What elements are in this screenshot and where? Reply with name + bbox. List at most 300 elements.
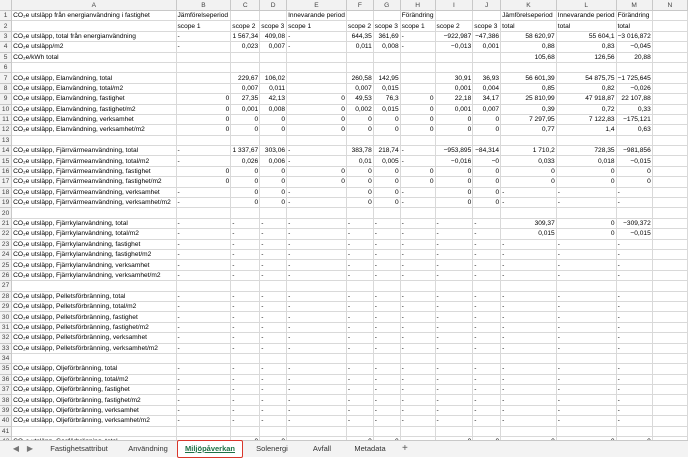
cell-i33[interactable]: -	[435, 343, 473, 353]
cell-e29[interactable]: -	[287, 301, 347, 311]
cell-n31[interactable]	[652, 322, 687, 332]
cell-b35[interactable]: -	[176, 364, 231, 374]
cell-i11[interactable]: 0	[435, 114, 473, 124]
cell-j17[interactable]: 0	[473, 177, 501, 187]
cell-n3[interactable]	[652, 31, 687, 41]
cell-g11[interactable]: 0	[373, 114, 400, 124]
cell-g17[interactable]: 0	[373, 177, 400, 187]
cell-g4[interactable]: 0,008	[373, 42, 400, 52]
row-header[interactable]: 9	[0, 94, 12, 104]
cell-k24[interactable]: -	[501, 249, 557, 259]
cell-e27[interactable]	[287, 281, 347, 291]
cell-l27[interactable]	[556, 281, 616, 291]
cell-f30[interactable]: -	[346, 312, 373, 322]
cell-c22[interactable]: -	[231, 229, 260, 239]
cell-e1[interactable]: Innevarande period	[288, 12, 345, 20]
cell-e23[interactable]: -	[287, 239, 347, 249]
row-header[interactable]: 39	[0, 405, 12, 415]
cell-l2[interactable]: total	[556, 21, 616, 31]
cell-m22[interactable]: −0,015	[616, 229, 652, 239]
cell-d3[interactable]: 409,08	[260, 31, 287, 41]
cell-a41[interactable]	[12, 426, 176, 436]
cell-c27[interactable]	[231, 281, 260, 291]
cell-c9[interactable]: 27,35	[231, 94, 260, 104]
cell-e21[interactable]: -	[287, 218, 347, 228]
row-header[interactable]: 29	[0, 301, 12, 311]
cell-i24[interactable]: -	[435, 249, 473, 259]
cell-a38[interactable]: CO₂e utsläpp, Oljeförbränning, fastighet/m2	[12, 395, 176, 405]
cell-d1[interactable]	[260, 11, 287, 21]
cell-e30[interactable]: -	[287, 312, 347, 322]
row-header[interactable]: 31	[0, 322, 12, 332]
cell-f2[interactable]: scope 2	[346, 21, 373, 31]
cell-d10[interactable]: 0,008	[260, 104, 287, 114]
cell-g24[interactable]: -	[373, 249, 400, 259]
cell-i2[interactable]: scope 2	[435, 21, 473, 31]
cell-k5[interactable]: 105,68	[501, 52, 557, 62]
cell-i4[interactable]: −0,013	[435, 42, 473, 52]
row-header[interactable]: 17	[0, 177, 12, 187]
cell-c25[interactable]: -	[231, 260, 260, 270]
cell-n9[interactable]	[652, 94, 687, 104]
row-header[interactable]: 34	[0, 353, 12, 363]
cell-m24[interactable]: -	[616, 249, 652, 259]
cell-b21[interactable]: -	[176, 218, 231, 228]
cell-a16[interactable]: CO₂e utsläpp, Fjärrvärmeanvändning, fastighet	[12, 166, 176, 176]
cell-d8[interactable]: 0,011	[260, 83, 287, 93]
cell-g18[interactable]: 0	[373, 187, 400, 197]
tab-solenergi[interactable]: Solenergi	[256, 444, 288, 453]
cell-b10[interactable]: 0	[176, 104, 231, 114]
cell-g7[interactable]: 142,95	[373, 73, 400, 83]
cell-j5[interactable]	[473, 52, 501, 62]
cell-m36[interactable]: -	[616, 374, 652, 384]
cell-k17[interactable]: 0	[501, 177, 557, 187]
cell-i26[interactable]: -	[435, 270, 473, 280]
cell-a22[interactable]: CO₂e utsläpp, Fjärrkylanvändning, total/m2	[12, 229, 176, 239]
cell-f16[interactable]: 0	[346, 166, 373, 176]
cell-a30[interactable]: CO₂e utsläpp, Pelletsförbränning, fastighet	[12, 312, 176, 322]
add-sheet-button[interactable]: +	[402, 443, 408, 454]
cell-f29[interactable]: -	[346, 301, 373, 311]
cell-k23[interactable]: -	[501, 239, 557, 249]
cell-b39[interactable]: -	[176, 405, 231, 415]
cell-d17[interactable]: 0	[260, 177, 287, 187]
cell-j1[interactable]	[473, 11, 501, 21]
tab-milj-p-verkan[interactable]: Miljöpåverkan	[177, 440, 243, 458]
cell-g32[interactable]: -	[373, 333, 400, 343]
cell-i15[interactable]: −0,016	[435, 156, 473, 166]
cell-h25[interactable]: -	[400, 260, 435, 270]
cell-i17[interactable]: 0	[435, 177, 473, 187]
cell-j4[interactable]: 0,001	[473, 42, 501, 52]
cell-k33[interactable]: -	[501, 343, 557, 353]
cell-n30[interactable]	[652, 312, 687, 322]
cell-h37[interactable]: -	[400, 385, 435, 395]
cell-c19[interactable]: 0	[231, 198, 260, 208]
cell-m27[interactable]	[616, 281, 652, 291]
cell-m31[interactable]: -	[616, 322, 652, 332]
row-header[interactable]: 22	[0, 229, 12, 239]
cell-b2[interactable]: scope 1	[176, 21, 231, 31]
cell-n16[interactable]	[652, 166, 687, 176]
cell-d39[interactable]: -	[260, 405, 287, 415]
cell-c26[interactable]: -	[231, 270, 260, 280]
cell-m35[interactable]: -	[616, 364, 652, 374]
cell-a23[interactable]: CO₂e utsläpp, Fjärrkylanvändning, fastighet	[12, 239, 176, 249]
cell-l14[interactable]: 728,35	[556, 146, 616, 156]
cell-f10[interactable]: 0,002	[346, 104, 373, 114]
cell-a24[interactable]: CO₂e utsläpp, Fjärrkylanvändning, fastighet/m2	[12, 249, 176, 259]
cell-c10[interactable]: 0,001	[231, 104, 260, 114]
cell-l18[interactable]: -	[556, 187, 616, 197]
cell-e28[interactable]: -	[287, 291, 347, 301]
row-header[interactable]: 14	[0, 146, 12, 156]
cell-m4[interactable]: −0,045	[616, 42, 652, 52]
cell-i32[interactable]: -	[435, 333, 473, 343]
cell-e40[interactable]: -	[287, 416, 347, 426]
cell-c13[interactable]	[231, 135, 260, 145]
cell-h28[interactable]: -	[400, 291, 435, 301]
cell-g38[interactable]: -	[373, 395, 400, 405]
cell-l37[interactable]: -	[556, 385, 616, 395]
cell-e26[interactable]: -	[287, 270, 347, 280]
cell-g22[interactable]: -	[373, 229, 400, 239]
cell-e39[interactable]: -	[287, 405, 347, 415]
cell-d16[interactable]: 0	[260, 166, 287, 176]
cell-n23[interactable]	[652, 239, 687, 249]
cell-d35[interactable]: -	[260, 364, 287, 374]
cell-k21[interactable]: 309,37	[501, 218, 557, 228]
cell-j35[interactable]: -	[473, 364, 501, 374]
cell-d9[interactable]: 42,13	[260, 94, 287, 104]
cell-j41[interactable]	[473, 426, 501, 436]
cell-a6[interactable]	[12, 62, 176, 72]
cell-e5[interactable]	[287, 52, 347, 62]
cell-b22[interactable]: -	[176, 229, 231, 239]
cell-j25[interactable]: -	[473, 260, 501, 270]
cell-j20[interactable]	[473, 208, 501, 218]
cell-b27[interactable]	[176, 281, 231, 291]
cell-e22[interactable]: -	[287, 229, 347, 239]
cell-m25[interactable]: -	[616, 260, 652, 270]
cell-c12[interactable]: 0	[231, 125, 260, 135]
row-header[interactable]: 36	[0, 374, 12, 384]
cell-j21[interactable]: -	[473, 218, 501, 228]
cell-l9[interactable]: 47 918,87	[556, 94, 616, 104]
cell-k14[interactable]: 1 710,2	[501, 146, 557, 156]
cell-b25[interactable]: -	[176, 260, 231, 270]
column-header-d[interactable]: D	[260, 0, 287, 11]
cell-c4[interactable]: 0,023	[231, 42, 260, 52]
cell-f7[interactable]: 260,58	[346, 73, 373, 83]
cell-n20[interactable]	[652, 208, 687, 218]
cell-m8[interactable]: −0,026	[616, 83, 652, 93]
cell-a11[interactable]: CO₂e utsläpp, Elanvändning, verksamhet	[12, 114, 176, 124]
cell-k10[interactable]: 0,39	[501, 104, 557, 114]
cell-d34[interactable]	[260, 353, 287, 363]
cell-f38[interactable]: -	[346, 395, 373, 405]
cell-g16[interactable]: 0	[373, 166, 400, 176]
cell-h36[interactable]: -	[400, 374, 435, 384]
cell-n17[interactable]	[652, 177, 687, 187]
cell-a9[interactable]: CO₂e utsläpp, Elanvändning, fastighet	[12, 94, 176, 104]
cell-e8[interactable]	[287, 83, 347, 93]
cell-a32[interactable]: CO₂e utsläpp, Pelletsförbränning, verksamhet	[12, 333, 176, 343]
cell-m39[interactable]: -	[616, 405, 652, 415]
cell-b5[interactable]	[176, 52, 231, 62]
cell-i1[interactable]	[435, 11, 473, 21]
cell-b13[interactable]	[176, 135, 231, 145]
cell-c17[interactable]: 0	[231, 177, 260, 187]
cell-h27[interactable]	[400, 281, 435, 291]
row-header[interactable]: 10	[0, 104, 12, 114]
cell-f39[interactable]: -	[346, 405, 373, 415]
cell-b41[interactable]	[176, 426, 231, 436]
row-header[interactable]: 3	[0, 31, 12, 41]
cell-n4[interactable]	[652, 42, 687, 52]
cell-l12[interactable]: 1,4	[556, 125, 616, 135]
cell-m15[interactable]: −0,015	[616, 156, 652, 166]
cell-l38[interactable]: -	[556, 395, 616, 405]
row-header[interactable]: 33	[0, 343, 12, 353]
cell-f35[interactable]: -	[346, 364, 373, 374]
row-header[interactable]: 5	[0, 52, 12, 62]
cell-i18[interactable]: 0	[435, 187, 473, 197]
cell-f15[interactable]: 0,01	[346, 156, 373, 166]
cell-a2[interactable]	[12, 21, 176, 31]
cell-j6[interactable]	[473, 62, 501, 72]
cell-n34[interactable]	[652, 353, 687, 363]
row-header[interactable]: 28	[0, 291, 12, 301]
row-header[interactable]: 1	[0, 11, 12, 21]
cell-l41[interactable]	[556, 426, 616, 436]
cell-g2[interactable]: scope 3	[373, 21, 400, 31]
cell-e31[interactable]: -	[287, 322, 347, 332]
cell-a26[interactable]: CO₂e utsläpp, Fjärrkylanvändning, verksamhet/m2	[12, 270, 176, 280]
cell-b40[interactable]: -	[176, 416, 231, 426]
cell-j22[interactable]: -	[473, 229, 501, 239]
cell-n27[interactable]	[652, 281, 687, 291]
cell-h17[interactable]: 0	[400, 177, 435, 187]
cell-a33[interactable]: CO₂e utsläpp, Pelletsförbränning, verksamhet/m2	[12, 343, 176, 353]
cell-b8[interactable]	[176, 83, 231, 93]
column-header-b[interactable]: B	[176, 0, 231, 11]
cell-f33[interactable]: -	[346, 343, 373, 353]
cell-b11[interactable]: 0	[176, 114, 231, 124]
cell-i14[interactable]: −953,895	[435, 146, 473, 156]
cell-h31[interactable]: -	[400, 322, 435, 332]
cell-h29[interactable]: -	[400, 301, 435, 311]
cell-b17[interactable]: 0	[176, 177, 231, 187]
cell-k13[interactable]	[501, 135, 557, 145]
cell-k11[interactable]: 7 297,95	[501, 114, 557, 124]
cell-h18[interactable]: -	[400, 187, 435, 197]
cell-n38[interactable]	[652, 395, 687, 405]
cell-i34[interactable]	[435, 353, 473, 363]
cell-j30[interactable]: -	[473, 312, 501, 322]
cell-b36[interactable]: -	[176, 374, 231, 384]
cell-i16[interactable]: 0	[435, 166, 473, 176]
cell-n21[interactable]	[652, 218, 687, 228]
cell-l29[interactable]: -	[556, 301, 616, 311]
cell-k35[interactable]: -	[501, 364, 557, 374]
cell-a3[interactable]: CO₂e utsläpp, total från energianvändning	[12, 31, 176, 41]
select-all-corner[interactable]	[0, 0, 12, 11]
row-header[interactable]: 13	[0, 135, 12, 145]
cell-g20[interactable]	[373, 208, 400, 218]
row-header[interactable]: 16	[0, 166, 12, 176]
cell-n12[interactable]	[652, 125, 687, 135]
column-header-l[interactable]: L	[556, 0, 616, 11]
cell-e24[interactable]: -	[287, 249, 347, 259]
cell-h14[interactable]: -	[400, 146, 435, 156]
prev-sheet-icon[interactable]: ◀	[12, 444, 20, 453]
cell-l3[interactable]: 55 604,1	[556, 31, 616, 41]
row-header[interactable]: 6	[0, 62, 12, 72]
cell-h34[interactable]	[400, 353, 435, 363]
cell-d38[interactable]: -	[260, 395, 287, 405]
cell-j9[interactable]: 34,17	[473, 94, 501, 104]
cell-g10[interactable]: 0,015	[373, 104, 400, 114]
cell-a39[interactable]: CO₂e utsläpp, Oljeförbränning, verksamhet	[12, 405, 176, 415]
cell-g34[interactable]	[373, 353, 400, 363]
cell-l30[interactable]: -	[556, 312, 616, 322]
cell-d22[interactable]: -	[260, 229, 287, 239]
cell-c23[interactable]: -	[231, 239, 260, 249]
cell-g9[interactable]: 76,3	[373, 94, 400, 104]
cell-f9[interactable]: 49,53	[346, 94, 373, 104]
cell-n33[interactable]	[652, 343, 687, 353]
cell-m6[interactable]	[616, 62, 652, 72]
cell-n32[interactable]	[652, 333, 687, 343]
cell-k9[interactable]: 25 810,99	[501, 94, 557, 104]
cell-e17[interactable]: 0	[287, 177, 347, 187]
cell-b33[interactable]: -	[176, 343, 231, 353]
cell-m28[interactable]: -	[616, 291, 652, 301]
cell-e11[interactable]: 0	[287, 114, 347, 124]
row-header[interactable]: 40	[0, 416, 12, 426]
cell-d23[interactable]: -	[260, 239, 287, 249]
row-header[interactable]: 20	[0, 208, 12, 218]
cell-j11[interactable]: 0	[473, 114, 501, 124]
cell-h19[interactable]: -	[400, 198, 435, 208]
cell-a7[interactable]: CO₂e utsläpp, Elanvändning, total	[12, 73, 176, 83]
cell-a5[interactable]: CO₂e/kWh total	[12, 52, 176, 62]
cell-b37[interactable]: -	[176, 385, 231, 395]
cell-a25[interactable]: CO₂e utsläpp, Fjärrkylanvändning, verksamhet	[12, 260, 176, 270]
cell-n26[interactable]	[652, 270, 687, 280]
cell-j13[interactable]	[473, 135, 501, 145]
cell-c30[interactable]: -	[231, 312, 260, 322]
cell-n6[interactable]	[652, 62, 687, 72]
column-header-h[interactable]: H	[400, 0, 435, 11]
cell-n22[interactable]	[652, 229, 687, 239]
cell-j15[interactable]: −0	[473, 156, 501, 166]
cell-b3[interactable]: -	[176, 31, 231, 41]
cell-k1[interactable]: Jämförelseperiod	[501, 11, 557, 21]
row-header[interactable]: 37	[0, 385, 12, 395]
cell-f5[interactable]	[346, 52, 373, 62]
cell-c34[interactable]	[231, 353, 260, 363]
cell-a27[interactable]	[12, 281, 176, 291]
cell-h38[interactable]: -	[400, 395, 435, 405]
cell-d21[interactable]: -	[260, 218, 287, 228]
cell-d14[interactable]: 303,06	[260, 146, 287, 156]
cell-n40[interactable]	[652, 416, 687, 426]
cell-e12[interactable]: 0	[287, 125, 347, 135]
cell-d18[interactable]: 0	[260, 187, 287, 197]
cell-j28[interactable]: -	[473, 291, 501, 301]
cell-e20[interactable]	[287, 208, 347, 218]
cell-d19[interactable]: 0	[260, 198, 287, 208]
cell-b38[interactable]: -	[176, 395, 231, 405]
cell-i39[interactable]: -	[435, 405, 473, 415]
cell-d25[interactable]: -	[260, 260, 287, 270]
cell-b6[interactable]	[176, 62, 231, 72]
cell-c6[interactable]	[231, 62, 260, 72]
row-header[interactable]: 7	[0, 73, 12, 83]
cell-c1[interactable]	[231, 11, 260, 21]
cell-l15[interactable]: 0,018	[556, 156, 616, 166]
cell-h1[interactable]: Förändring	[401, 12, 434, 20]
cell-e41[interactable]	[287, 426, 347, 436]
column-header-a[interactable]: A	[12, 0, 176, 11]
cell-f40[interactable]: -	[346, 416, 373, 426]
cell-h23[interactable]: -	[400, 239, 435, 249]
column-header-f[interactable]: F	[346, 0, 373, 11]
cell-n36[interactable]	[652, 374, 687, 384]
cell-m17[interactable]: 0	[616, 177, 652, 187]
column-header-m[interactable]: M	[616, 0, 652, 11]
cell-l4[interactable]: 0,83	[556, 42, 616, 52]
cell-a29[interactable]: CO₂e utsläpp, Pelletsförbränning, total/m2	[12, 301, 176, 311]
cell-n35[interactable]	[652, 364, 687, 374]
cell-c37[interactable]: -	[231, 385, 260, 395]
cell-n19[interactable]	[652, 198, 687, 208]
cell-l23[interactable]: -	[556, 239, 616, 249]
cell-c39[interactable]: -	[231, 405, 260, 415]
cell-m2[interactable]: total	[616, 21, 652, 31]
cell-f36[interactable]: -	[346, 374, 373, 384]
cell-f1[interactable]	[346, 11, 373, 21]
cell-h24[interactable]: -	[400, 249, 435, 259]
cell-f4[interactable]: 0,011	[346, 42, 373, 52]
cell-e32[interactable]: -	[287, 333, 347, 343]
cell-j27[interactable]	[473, 281, 501, 291]
cell-i28[interactable]: -	[435, 291, 473, 301]
cell-f25[interactable]: -	[346, 260, 373, 270]
column-header-g[interactable]: G	[373, 0, 400, 11]
cell-l22[interactable]: 0	[556, 229, 616, 239]
cell-g15[interactable]: 0,005	[373, 156, 400, 166]
cell-j23[interactable]: -	[473, 239, 501, 249]
cell-j18[interactable]: 0	[473, 187, 501, 197]
cell-k4[interactable]: 0,88	[501, 42, 557, 52]
cell-d27[interactable]	[260, 281, 287, 291]
cell-h16[interactable]: 0	[400, 166, 435, 176]
cell-g35[interactable]: -	[373, 364, 400, 374]
cell-m40[interactable]: -	[616, 416, 652, 426]
cell-b15[interactable]: -	[176, 156, 231, 166]
cell-h32[interactable]: -	[400, 333, 435, 343]
column-header-j[interactable]: J	[473, 0, 501, 11]
cell-l26[interactable]: -	[556, 270, 616, 280]
cell-e15[interactable]: -	[287, 156, 347, 166]
cell-d30[interactable]: -	[260, 312, 287, 322]
cell-f3[interactable]: 644,35	[346, 31, 373, 41]
cell-j26[interactable]: -	[473, 270, 501, 280]
